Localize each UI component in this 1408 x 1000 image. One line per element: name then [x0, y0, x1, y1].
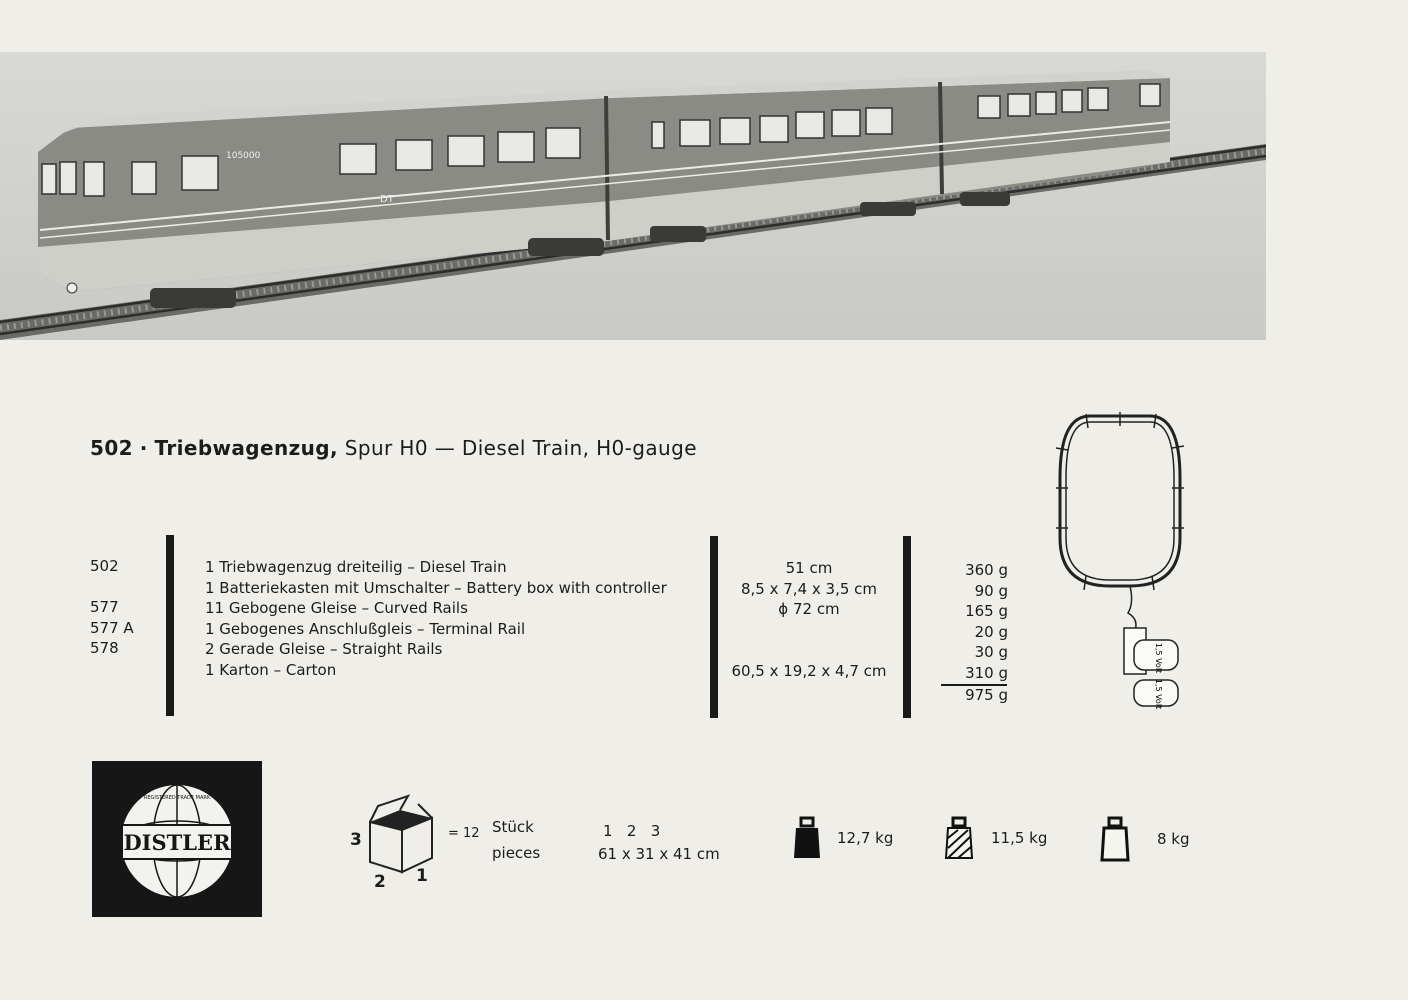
dt-emblem-text: DT: [380, 194, 394, 205]
article-code: 502: [90, 557, 119, 575]
item-row: 11 Gebogene Gleise – Curved Rails: [205, 599, 468, 617]
total-weight: 975 g: [965, 686, 1008, 704]
weight-row: 90 g: [974, 581, 1008, 600]
track-layout-diagram: [1030, 408, 1220, 713]
equals-count: = 12: [448, 826, 480, 841]
gross-weight-icon: [792, 816, 822, 860]
box-label-1: 1: [416, 866, 428, 886]
dim-indices: 1 2 3: [603, 822, 661, 840]
box-label-2: 2: [374, 872, 386, 892]
item-row: 2 Gerade Gleise – Straight Rails: [205, 640, 443, 658]
column-divider: [903, 536, 911, 718]
dimension-row: [724, 620, 894, 641]
product-number: 502: [90, 436, 133, 460]
unit-de: Stück: [492, 818, 534, 836]
dimension-row: 60,5 x 19,2 x 4,7 cm: [731, 661, 887, 680]
gross-weight: 12,7 kg: [837, 829, 894, 847]
item-row: 1 Triebwagenzug dreiteilig – Diesel Train: [205, 558, 507, 576]
item-row: 1 Karton – Carton: [205, 660, 337, 679]
battery-label: 1,5 Volt: [1154, 642, 1163, 674]
item-row: 1 Batteriekasten mit Umschalter – Battery box with controller: [205, 578, 667, 597]
product-heading: [90, 436, 697, 460]
train-photo: [0, 52, 1266, 340]
heading-title-bold: Triebwagenzug,: [154, 436, 339, 460]
weight-row: 20 g: [974, 622, 1008, 641]
article-code: [90, 659, 160, 680]
article-code: [90, 577, 160, 598]
net-weight: 11,5 kg: [991, 829, 1048, 847]
weight-row: 165 g: [965, 602, 1008, 620]
box-dimensions: 61 x 31 x 41 cm: [598, 845, 720, 863]
car-number-text: 105000: [226, 151, 261, 161]
box-icon: [348, 792, 448, 892]
dimension-list: [724, 558, 894, 681]
article-code: 577: [90, 598, 119, 616]
logo-brand-text: DISTLER: [123, 830, 231, 855]
tare-weight: 8 kg: [1157, 830, 1190, 848]
column-divider: [710, 536, 718, 718]
unit-en: pieces: [492, 844, 541, 862]
weight-row: 360 g: [965, 561, 1008, 579]
tare-weight-icon: [1100, 816, 1130, 862]
article-code: 577 A: [90, 618, 134, 637]
weight-row: 310 g: [965, 663, 1008, 682]
weight-row: 30 g: [974, 643, 1008, 661]
article-codes: [90, 556, 160, 679]
heading-title-rest: Spur H0 — Diesel Train, H0-gauge: [344, 436, 697, 460]
net-weight-icon: [944, 816, 974, 860]
dimension-row: 8,5 x 7,4 x 3,5 cm: [740, 579, 878, 598]
battery-label: 1,5 Volt: [1154, 678, 1163, 710]
item-list: [205, 557, 667, 680]
item-row: 1 Gebogenes Anschlußgleis – Terminal Rail: [205, 619, 526, 638]
logo-ring-text: REGISTERED TRADE MARK: [143, 795, 211, 801]
dimension-row: ϕ 72 cm: [778, 600, 840, 618]
column-divider: [166, 535, 174, 716]
box-label-3: 3: [350, 830, 362, 850]
dimension-row: [724, 640, 894, 661]
article-code: 578: [90, 639, 119, 657]
weight-list: [940, 560, 1008, 683]
distler-logo: [92, 761, 262, 917]
heading-separator: ·: [139, 436, 148, 460]
dimension-row: 51 cm: [785, 559, 833, 577]
